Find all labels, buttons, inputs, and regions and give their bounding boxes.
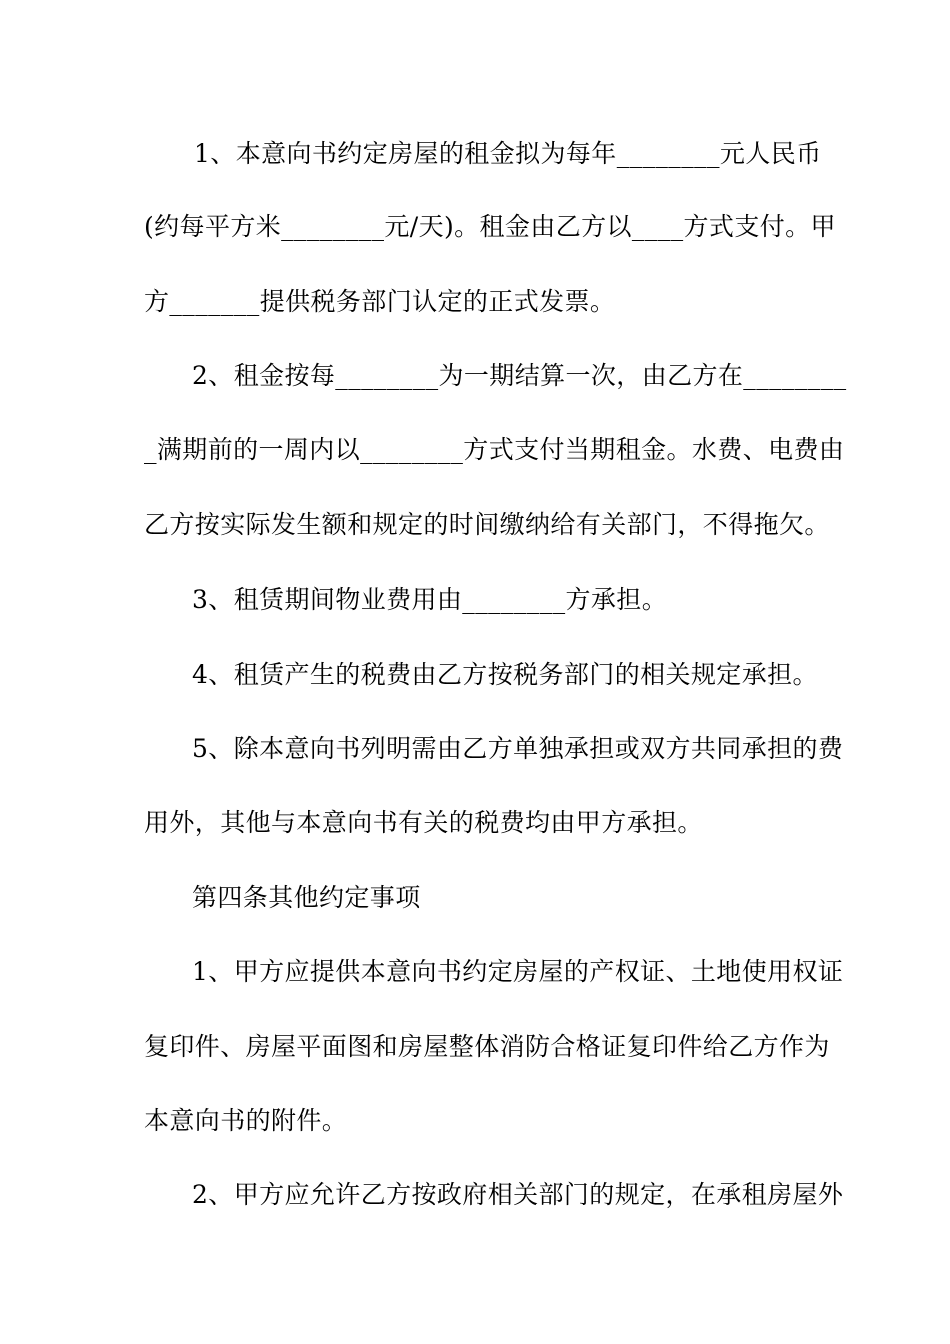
text-line-1: 1、本意向书约定房屋的租金拟为每年________元人民币 xyxy=(194,139,822,168)
text-line-2: (约每平方米________元/天)。租金由乙方以____方式支付。甲 xyxy=(144,212,836,241)
text-line-15: 2、甲方应允许乙方按政府相关部门的规定，在承租房屋外 xyxy=(192,1180,844,1209)
text-line-7: 3、租赁期间物业费用由________方承担。 xyxy=(192,585,668,614)
text-line-4: 2、租金按每________为一期结算一次，由乙方在________ xyxy=(192,361,847,390)
text-line-5: _满期前的一周内以________方式支付当期租金。水费、电费由 xyxy=(144,435,845,464)
text-line-9: 5、除本意向书列明需由乙方单独承担或双方共同承担的费 xyxy=(192,734,844,763)
text-line-8: 4、租赁产生的税费由乙方按税务部门的相关规定承担。 xyxy=(192,660,818,689)
text-line-10: 用外，其他与本意向书有关的税费均由甲方承担。 xyxy=(144,808,703,837)
section-heading: 第四条其他约定事项 xyxy=(192,883,421,912)
text-line-13: 复印件、房屋平面图和房屋整体消防合格证复印件给乙方作为 xyxy=(144,1032,830,1061)
text-line-14: 本意向书的附件。 xyxy=(144,1106,348,1135)
text-line-6: 乙方按实际发生额和规定的时间缴纳给有关部门，不得拖欠。 xyxy=(144,510,830,539)
text-line-3: 方_______提供税务部门认定的正式发票。 xyxy=(144,287,616,316)
text-line-12: 1、甲方应提供本意向书约定房屋的产权证、土地使用权证 xyxy=(192,957,844,986)
